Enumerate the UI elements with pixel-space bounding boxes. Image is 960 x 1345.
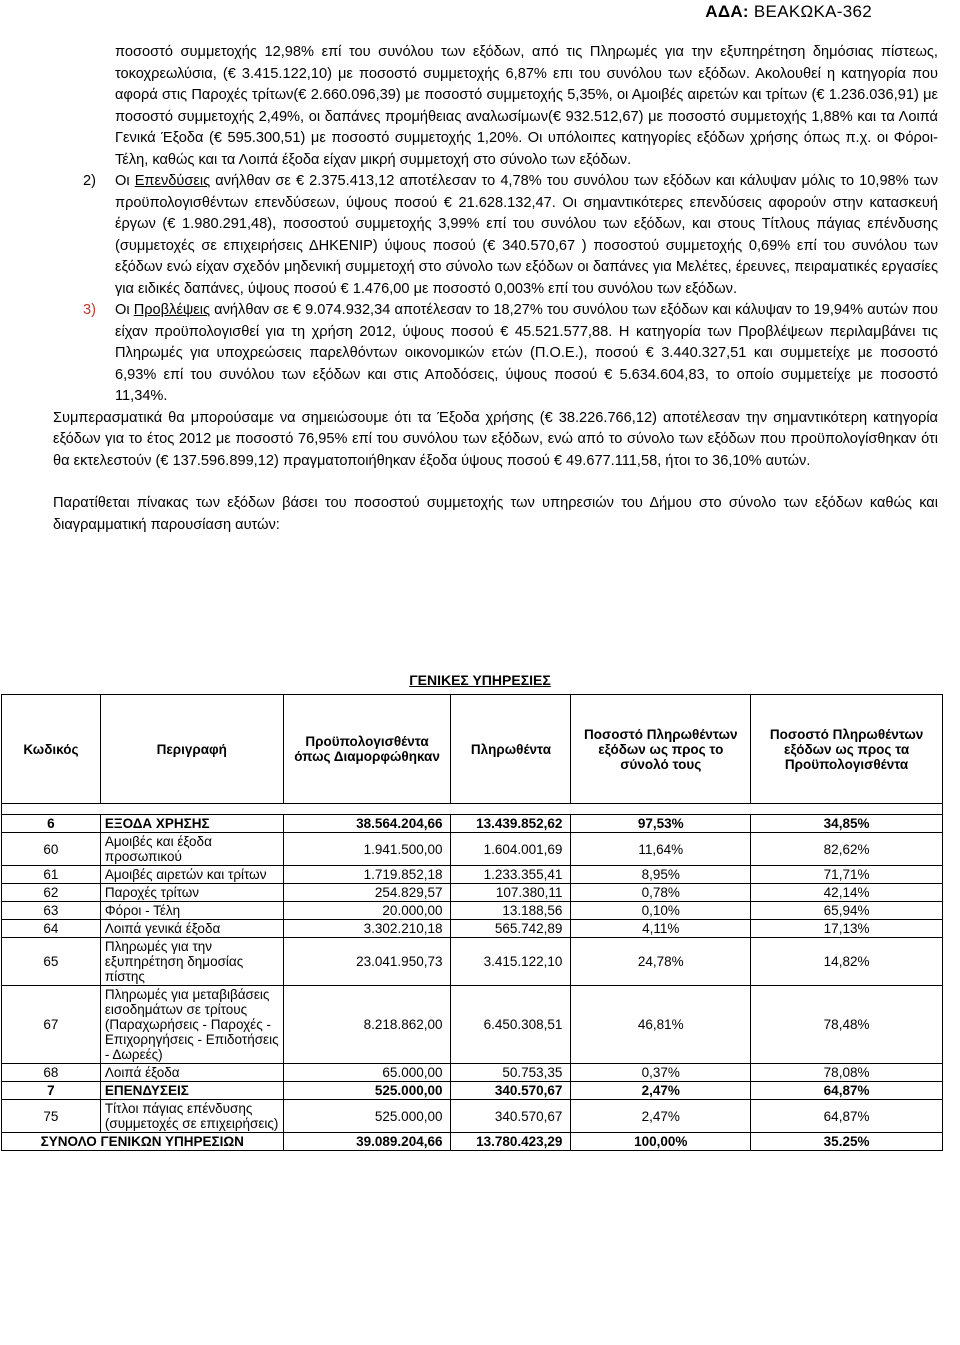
cell-description: ΕΞΟΔΑ ΧΡΗΣΗΣ: [100, 815, 283, 833]
cell-pct-budget: 82,62%: [751, 833, 943, 866]
table-row: [2, 884, 943, 902]
text-fragment: ανήλθαν σε € 2.375.413,12 αποτέλεσαν το 4,78% του συνόλου των εξόδων και κάλυψαν μόλις το 10,98% των προϋπολογισθέντων επενδύσεων, ύψους ποσού € 21.628.132,47. Οι σημαντικότερες επενδύσεις αφορούν στην κατασκευή έργων (€ 1.980.291,48), ποσοστού συμμετοχής 3,99% επί του συνόλου των εξόδων, και στους Τίτλους πάγιας επένδυσης (συμμετοχές σε επιχειρήσεις ΔΗΚΕΝΙΡ) ύψους ποσού (€ 340.570,67 ) ποσοστού συμμετοχής 0,69% επί του συνόλου των εξόδων ενώ είχαν σχεδόν μηδενική συμμετοχή στο σύνολο των εξόδων οι δαπάνες για Μελέτες, έρευνες, πειραματικές εργασίες για ειδικές δαπάνες, ύψους ποσού € 1.476,00 με ποσοστό 0,003% επί του συνόλου των εξόδων.: [115, 173, 938, 297]
cell-paid: 6.450.308,51: [451, 986, 571, 1064]
cell-paid: 1.604.001,69: [451, 833, 571, 866]
cell-code: 63: [2, 902, 101, 920]
cell-description: Πληρωμές για μεταβιβάσεις εισοδημάτων σε τρίτους (Παραχωρήσεις - Παροχές - Επιχορηγήσεις - Επιδοτήσεις - Δωρεές): [100, 986, 283, 1064]
cell-description: Λοιπά γενικά έξοδα: [100, 920, 283, 938]
table-row: [2, 866, 943, 884]
text-fragment: ανήλθαν σε € 9.074.932,34 αποτέλεσαν το 18,27% του συνόλου των εξόδων και κάλυψαν το 19,94% αυτών που είχαν προϋπολογισθεί για τη χρήση 2012, ύψους ποσού € 45.521.577,88. Η κατηγορία των Προβλέψεων περιλαμβάνει τις Πληρωμές για υποχρεώσεις παρελθόντων οικονομικών ετών (Π.Ο.Ε.), ποσού € 3.440.327,51 και συμμετείχε με ποσοστό 6,93% επί του συνόλου των εξόδων και στις Αποδόσεις, ύψους ποσού € 5.634.604,83, το οποίο συμμετείχε με ποσοστό 11,34%.: [115, 302, 938, 404]
cell-pct-total: 0,10%: [571, 902, 751, 920]
cell-paid: 340.570,67: [451, 1082, 571, 1100]
expenses-table: [1, 694, 943, 1151]
cell-pct-total: 8,95%: [571, 866, 751, 884]
total-paid: 13.780.423,29: [451, 1133, 571, 1151]
cell-budget: 8.218.862,00: [283, 986, 451, 1064]
cell-code: 7: [2, 1082, 101, 1100]
cell-code: 75: [2, 1100, 101, 1133]
cell-pct-total: 0,37%: [571, 1064, 751, 1082]
document-body: [0, 42, 960, 536]
table-row: [2, 1100, 943, 1133]
text-fragment: Οι: [115, 173, 135, 189]
table-row: [2, 986, 943, 1064]
header-code: Κωδικός: [2, 695, 101, 804]
text-fragment: Οι: [115, 302, 134, 318]
cell-budget: 65.000,00: [283, 1064, 451, 1082]
total-pct-total: 100,00%: [571, 1133, 751, 1151]
cell-paid: 107.380,11: [451, 884, 571, 902]
cell-code: 65: [2, 938, 101, 986]
list-item-investments: [0, 171, 960, 300]
cell-code: 68: [2, 1064, 101, 1082]
paragraph-table-intro: Παρατίθεται πίνακας των εξόδων βάσει του ποσοστού συμμετοχής των υπηρεσιών του Δήμου στο σύνολο των εξόδων καθώς και διαγραμματική παρουσίαση αυτών:: [53, 495, 938, 533]
ada-label: ΑΔΑ:: [705, 2, 749, 21]
cell-paid: 1.233.355,41: [451, 866, 571, 884]
table-row: [2, 833, 943, 866]
cell-pct-total: 24,78%: [571, 938, 751, 986]
list-number: 2): [83, 173, 96, 189]
cell-code: 62: [2, 884, 101, 902]
cell-budget: 254.829,57: [283, 884, 451, 902]
cell-budget: 23.041.950,73: [283, 938, 451, 986]
cell-code: 67: [2, 986, 101, 1064]
cell-pct-total: 2,47%: [571, 1100, 751, 1133]
total-pct-budget: 35.25%: [751, 1133, 943, 1151]
cell-pct-budget: 71,71%: [751, 866, 943, 884]
cell-pct-budget: 78,08%: [751, 1064, 943, 1082]
cell-pct-budget: 65,94%: [751, 902, 943, 920]
cell-description: Τίτλοι πάγιας επένδυσης (συμμετοχές σε επιχειρήσεις): [100, 1100, 283, 1133]
paragraph-investments: [0, 171, 960, 300]
cell-pct-total: 11,64%: [571, 833, 751, 866]
paragraph-operating-expenses: ποσοστό συμμετοχής 12,98% επί του συνόλου των εξόδων, από τις Πληρωμές για την εξυπηρέτηση δημόσιας πίστεως, τοκοχρεωλύσια, (€ 3.415.122,10) με ποσοστό συμμετοχής 6,87% επι του συνόλου των εξόδων. Ακολουθεί η κατηγορία που αφορά στις Παροχές τρίτων(€ 2.660.096,39) με ποσοστό συμμετοχής 5,35%, οι Αμοιβές αιρετών και τρίτων (€ 1.236.036,91) με ποσοστό συμμετοχής 2,49%, οι δαπάνες προμήθειας αναλωσίμων(€ 932.512,67) με ποσοστό συμμετοχής 1,88% και τα Λοιπά Γενικά Έξοδα (€ 595.300,51) με ποσοστό συμμετοχής 1,20%. Οι υπόλοιπες κατηγορίες εξόδων χρήσης όπως π.χ. οι Φόροι-Τέλη, καθώς και τα Λοιπά έξοδα είχαν μικρή συμμετοχή στο σύνολο των εξόδων.: [115, 44, 938, 168]
cell-paid: 50.753,35: [451, 1064, 571, 1082]
cell-pct-total: 46,81%: [571, 986, 751, 1064]
cell-code: 61: [2, 866, 101, 884]
list-item-provisions: [0, 300, 960, 408]
cell-paid: 13.188,56: [451, 902, 571, 920]
cell-description: Λοιπά έξοδα: [100, 1064, 283, 1082]
table-row: [2, 902, 943, 920]
cell-pct-budget: 14,82%: [751, 938, 943, 986]
cell-budget: 3.302.210,18: [283, 920, 451, 938]
header-pct-budget: Ποσοστό Πληρωθέντων εξόδων ως προς τα Προϋπολογισθέντα: [751, 695, 943, 804]
cell-pct-budget: 34,85%: [751, 815, 943, 833]
table-row: [2, 938, 943, 986]
cell-budget: 1.941.500,00: [283, 833, 451, 866]
table-header-row: [2, 695, 943, 804]
cell-budget: 1.719.852,18: [283, 866, 451, 884]
table-row: [2, 1064, 943, 1082]
cell-description: Πληρωμές για την εξυπηρέτηση δημοσίας πίστης: [100, 938, 283, 986]
table-total-row: [2, 1133, 943, 1151]
total-label: ΣΥΝΟΛΟ ΓΕΝΙΚΩΝ ΥΠΗΡΕΣΙΩΝ: [2, 1133, 284, 1151]
cell-pct-total: 2,47%: [571, 1082, 751, 1100]
cell-description: Φόροι - Τέλη: [100, 902, 283, 920]
cell-code: 60: [2, 833, 101, 866]
paragraph-provisions: [0, 300, 960, 408]
cell-budget: 38.564.204,66: [283, 815, 451, 833]
cell-description: Αμοιβές αιρετών και τρίτων: [100, 866, 283, 884]
cell-pct-budget: 42,14%: [751, 884, 943, 902]
cell-paid: 565.742,89: [451, 920, 571, 938]
header-description: Περιγραφή: [100, 695, 283, 804]
underlined-term: Προβλέψεις: [133, 302, 211, 318]
cell-code: 6: [2, 815, 101, 833]
table-row: [2, 1082, 943, 1100]
cell-pct-total: 0,78%: [571, 884, 751, 902]
cell-pct-budget: 78,48%: [751, 986, 943, 1064]
cell-pct-total: 4,11%: [571, 920, 751, 938]
table-row: [2, 920, 943, 938]
cell-code: 64: [2, 920, 101, 938]
underlined-term: Επενδύσεις: [134, 173, 211, 189]
table-row: [2, 815, 943, 833]
cell-pct-total: 97,53%: [571, 815, 751, 833]
cell-description: ΕΠΕΝΔΥΣΕΙΣ: [100, 1082, 283, 1100]
paragraph-conclusion: Συμπερασματικά θα μπορούσαμε να σημειώσουμε ότι τα Έξοδα χρήσης (€ 38.226.766,12) αποτέλεσαν την σημαντικότερη κατηγορία εξόδων για το έτος 2012 με ποσοστό 76,95% επί του συνόλου των εξόδων, ενώ από το σύνολο των εξόδων που προϋπολογίσθηκαν ότι θα εκτελεστούν (€ 137.596.899,12) πραγματοποιήθηκαν έξοδα ύψους ποσού € 49.677.111,58, ήτοι το 36,10% αυτών.: [53, 409, 938, 469]
header-pct-total: Ποσοστό Πληρωθέντων εξόδων ως προς το σύνολό τους: [571, 695, 751, 804]
cell-description: Παροχές τρίτων: [100, 884, 283, 902]
cell-pct-budget: 64,87%: [751, 1100, 943, 1133]
cell-paid: 340.570,67: [451, 1100, 571, 1133]
ada-code: ΒΕΑΚΩΚΑ-362: [753, 2, 872, 21]
cell-pct-budget: 64,87%: [751, 1082, 943, 1100]
total-budget: 39.089.204,66: [283, 1133, 451, 1151]
cell-paid: 3.415.122,10: [451, 938, 571, 986]
cell-budget: 525.000,00: [283, 1100, 451, 1133]
header-budget: Προϋπολογισθέντα όπως Διαμορφώθηκαν: [283, 695, 451, 804]
cell-budget: 20.000,00: [283, 902, 451, 920]
header-paid: Πληρωθέντα: [451, 695, 571, 804]
cell-paid: 13.439.852,62: [451, 815, 571, 833]
cell-budget: 525.000,00: [283, 1082, 451, 1100]
cell-pct-budget: 17,13%: [751, 920, 943, 938]
table-title: ΓΕΝΙΚΕΣ ΥΠΗΡΕΣΙΕΣ: [409, 672, 551, 688]
ada-header: [705, 2, 872, 22]
cell-description: Αμοιβές και έξοδα προσωπικού: [100, 833, 283, 866]
list-number: 3): [83, 302, 96, 318]
